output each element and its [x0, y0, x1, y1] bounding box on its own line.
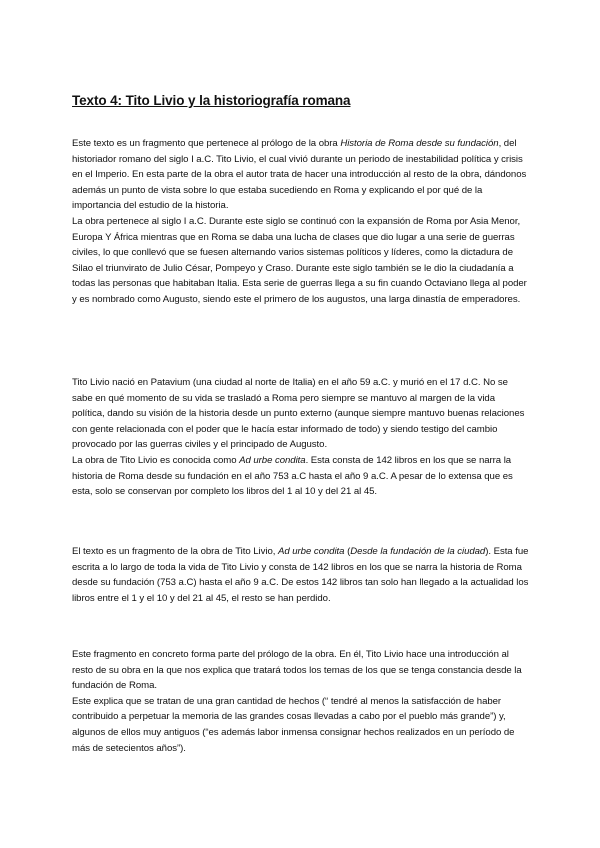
- paragraph-intro: [72, 136, 530, 214]
- text-run: Este texto es un fragmento que pertenece al prólogo de la obra: [72, 138, 341, 149]
- paragraph-work: [72, 453, 530, 500]
- work-title: Ad urbe condita: [239, 454, 306, 466]
- text-run: ). Esta fue escrita a lo largo de toda la vida de Tito Livio y consta de 142 libros en los que se narra la historia de Roma desde su fundación (753 a.C) hasta el año 9 a.C. De estos 142 libros tan solo han llegado a la actualidad los libros entre el 1 y el 10 y del 21 al 45, el resto se han perdido.: [72, 546, 529, 604]
- paragraph-author-bio: Tito Livio nació en Patavium (una ciudad al norte de Italia) en el año 59 a.C. y murió en el 17 d.C. No se sabe en qué momento de su vida se trasladó a Roma pero siempre se mantuvo al margen de la vida política, dando su visión de la historia desde un punto externo (aunque siempre mantuvo buenas relaciones con gente relacionada con el poder que le hacía estar informado de todo) y siendo testigo del cambio provocado por las guerras civiles y el principado de Augusto.: [72, 377, 525, 451]
- paragraph-fragment: Este fragmento en concreto forma parte del prólogo de la obra. En él, Tito Livio hace una introducción al resto de su obra en la que nos explica que tratará todos los temas de los que se tenga constancia desde la fundación de Roma.: [72, 649, 522, 692]
- section-text-origin: [72, 544, 530, 606]
- work-title: Historia de Roma desde su fundación: [340, 138, 499, 149]
- section-context: [72, 136, 530, 308]
- text-run: El texto es un fragmento de la obra de Tito Livio,: [72, 546, 278, 557]
- paragraph-text-origin: [72, 544, 530, 606]
- page-title: Texto 4: Tito Livio y la historiografía romana: [72, 93, 351, 108]
- paragraph-explanation: Este explica que se tratan de una gran cantidad de hechos (“ tendré al menos la satisfacción de haber contribuido a perpetuar la memoria de las grandes cosas llevadas a cabo por el pueblo más grande”) y, algunos de ellos muy antiguos (“es además labor inmensa consignar hechos realizados en un período de más de setecientos años”).: [72, 695, 515, 754]
- paragraph-historical-context: La obra pertenece al siglo I a.C. Durante este siglo se continuó con la expansión de Roma por Asia Menor, Europa Y África mientras que en Roma se daba una lucha de clases que dio lugar a una serie de guerras civiles, lo que conllevó que se fuesen alternando varios sistemas políticos y líderes, como la dictadura de Silao el triunvirato de Julio César, Pompeyo y Craso. Durante este siglo también se le dio la ciudadanía a todas las personas que habitaban Italia. Esta serie de guerras llega a su fin cuando Octaviano llega al poder y es nombrado como Augusto, siendo este el primero de los augustos, una larga dinastía de emperadores.: [72, 215, 527, 305]
- text-run: La obra de Tito Livio es conocida como: [72, 454, 240, 466]
- text-run: (: [344, 546, 351, 557]
- work-title-translation: Desde la fundación de la ciudad: [350, 546, 486, 557]
- section-fragment: [72, 647, 530, 756]
- section-author: [72, 375, 530, 500]
- text-run: , del historiador romano del siglo I a.C. Tito Livio, el cual vivió durante un periodo de inestabilidad política y crisis en el Imperio. En esta parte de la obra el autor trata de hacer una introducción al resto de la obra, dándonos además un punto de vista sobre lo que estaba sucediendo en Roma y explicando el por qué de la importancia del estudio de la historia.: [72, 138, 527, 212]
- work-title: Ad urbe condita: [277, 546, 345, 557]
- text-run: . Esta consta de 142 libros en los que se narra la historia de Roma desde su fundación en el año 753 a.C hasta el año 9 a.C. A pesar de lo extensa que es esta, solo se conservan por completo los libros del 1 al 10 y del 21 al 45.: [72, 454, 513, 498]
